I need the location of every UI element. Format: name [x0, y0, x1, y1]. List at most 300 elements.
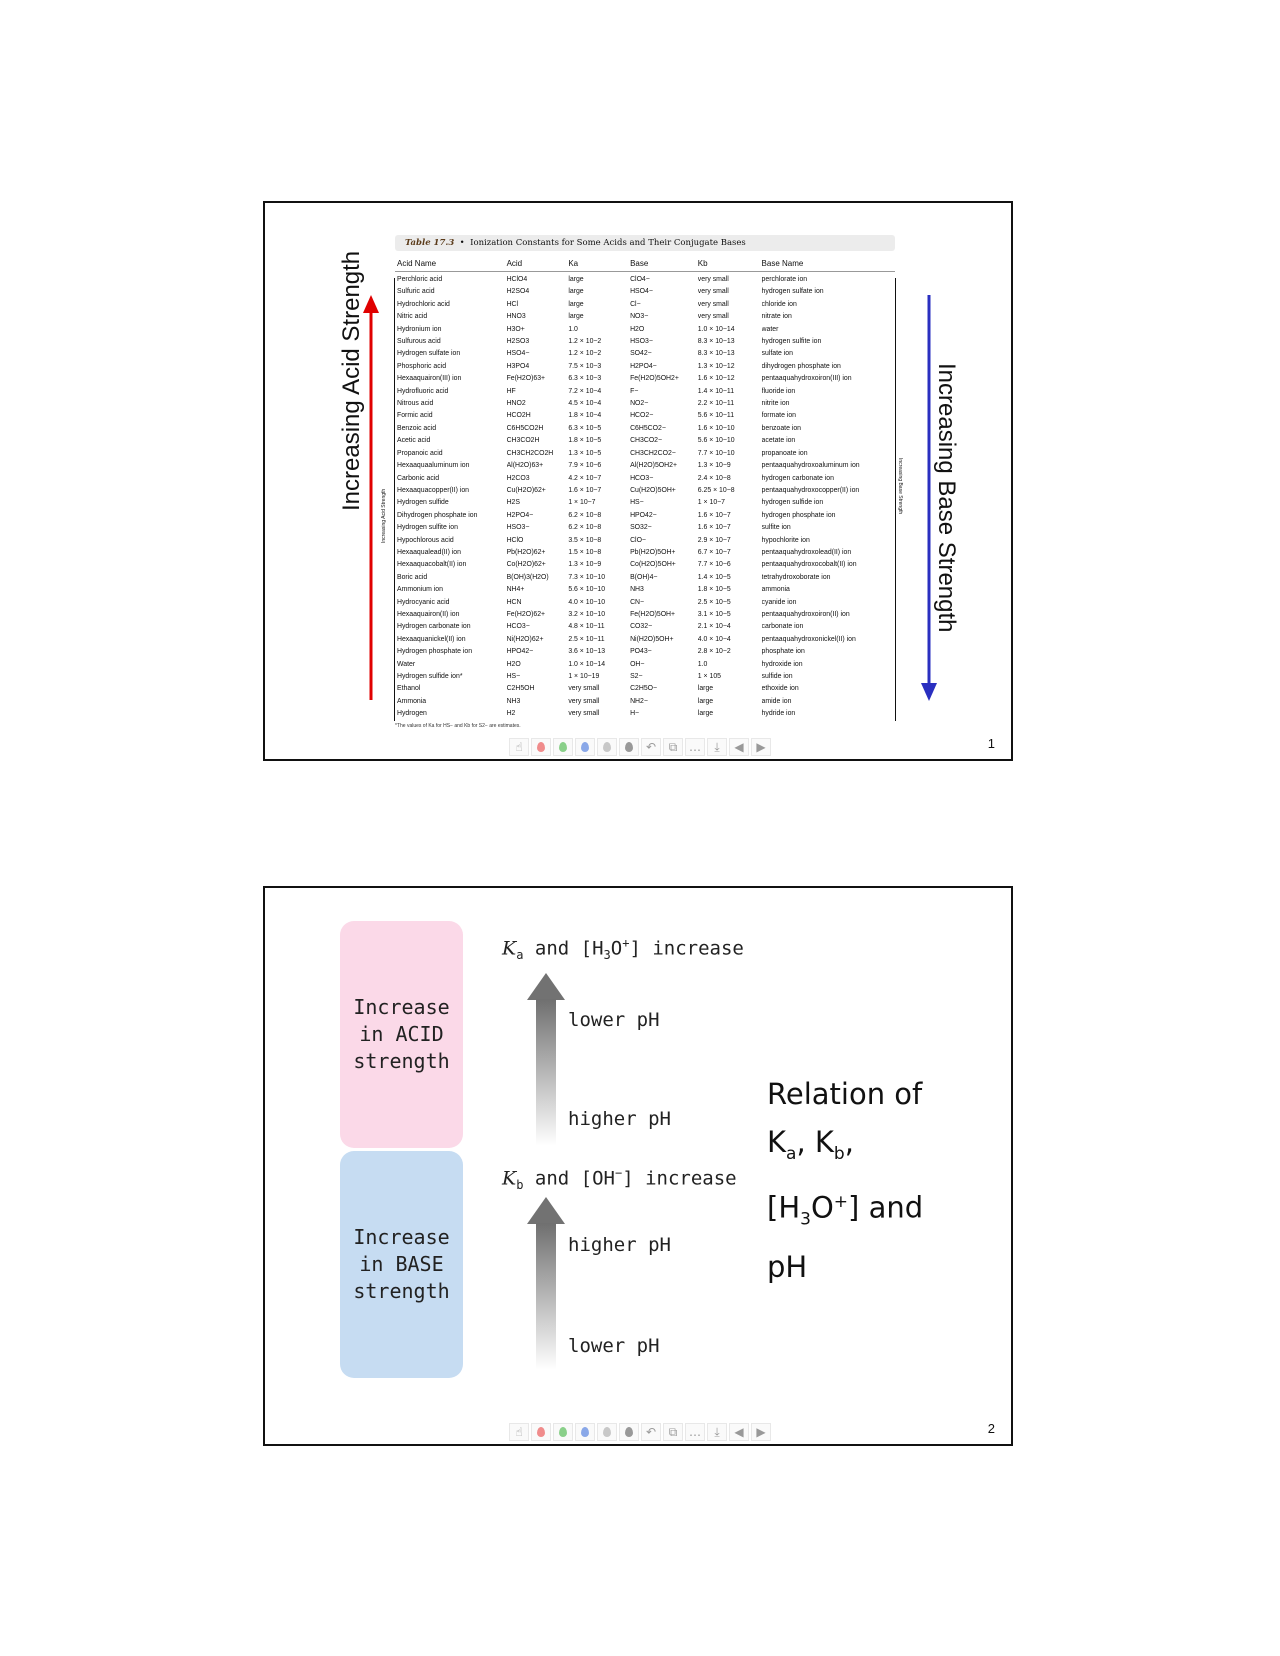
table-row	[395, 274, 895, 286]
table-cell: 1.0	[568, 325, 578, 333]
table-cell: Ammonia	[397, 697, 427, 705]
table-cell: Ni(H2O)5OH+	[630, 635, 674, 643]
table-cell: C6H5CO2−	[630, 424, 666, 432]
table-row	[395, 299, 895, 311]
ionization-constants-table	[395, 235, 895, 729]
table-row	[395, 423, 895, 435]
table-cell: benzoate ion	[761, 424, 802, 432]
table-cell: hydrogen sulfate ion	[761, 288, 824, 296]
table-cell: H2	[506, 710, 516, 718]
table-cell: Pb(H2O)62+	[506, 548, 546, 556]
base-arrow-head	[921, 683, 937, 701]
table-cell: HCO2−	[630, 412, 654, 420]
table-cell: Water	[397, 660, 416, 668]
table-cell: HSO4−	[630, 288, 653, 296]
table-cell: H3O+	[506, 325, 525, 333]
header-base-name: Base Name	[761, 259, 804, 268]
table-cell: 2.4 × 10−8	[697, 474, 731, 482]
table-cell: Formic acid	[397, 412, 433, 420]
table-title: Table 17.3 • Ionization Constants for Some Acids and Their Conjugate Bases	[395, 235, 895, 251]
table-cell: Co(H2O)5OH+	[630, 561, 676, 569]
table-cell: 1.6 × 10−10	[697, 424, 735, 432]
table-cell: 5.6 × 10−11	[697, 412, 735, 420]
table-cell: Hexaaquairon(II) ion	[397, 610, 460, 618]
red-pen-icon[interactable]	[531, 738, 551, 756]
table-cell: 4.2 × 10−7	[568, 474, 602, 482]
table-cell: 1.0	[697, 660, 708, 668]
table-cell: very small	[568, 697, 600, 705]
table-cell: Hydrochloric acid	[397, 300, 450, 308]
table-cell: 1.6 × 10−7	[697, 524, 731, 532]
table-cell: pentaaquahydroxoaluminum ion	[761, 462, 860, 470]
table-cell: Hydrogen carbonate ion	[397, 623, 471, 631]
table-row	[395, 460, 895, 472]
table-cell: Sulfurous acid	[397, 338, 441, 346]
relation-line-4: pH	[767, 1250, 808, 1285]
table-cell: HPO42−	[506, 648, 534, 656]
table-cell: fluoride ion	[761, 387, 796, 395]
table-cell: HSO3−	[630, 338, 653, 346]
table-row	[395, 510, 895, 522]
table-cell: NH3	[630, 586, 644, 594]
table-cell: Ethanol	[397, 685, 421, 693]
table-cell: Hydrocyanic acid	[397, 598, 450, 606]
acid-panel-label: Increase in ACID strength	[353, 995, 450, 1073]
table-cell: carbonate ion	[761, 623, 804, 631]
table-cell: HCN	[506, 598, 522, 606]
table-cell: 8.3 × 10−13	[697, 350, 735, 358]
table-row	[395, 535, 895, 547]
gray-pen-icon[interactable]	[597, 738, 617, 756]
table-row	[395, 572, 895, 584]
windows-icon[interactable]: ⧉	[663, 1423, 683, 1441]
table-cell: HCO2H	[506, 412, 531, 420]
table-cell: Sulfuric acid	[397, 288, 435, 296]
table-row	[395, 448, 895, 460]
next-icon[interactable]: ▶	[751, 1423, 771, 1441]
table-row	[395, 361, 895, 373]
table-cell: H2SO4	[506, 288, 530, 296]
slide-number: 2	[987, 1421, 995, 1436]
table-cell: 1.6 × 10−7	[697, 511, 731, 519]
table-cell: Hydrogen sulfite ion	[397, 524, 458, 532]
table-row	[395, 547, 895, 559]
table-cell: Hydrogen sulfate ion	[397, 350, 461, 358]
table-cell: HSO4−	[506, 350, 530, 358]
slide-toolbar-1	[509, 737, 771, 757]
table-cell: 1.3 × 10−12	[697, 362, 735, 370]
more-icon[interactable]: …	[685, 738, 705, 756]
table-cell: Nitrous acid	[397, 400, 434, 408]
more-icon[interactable]: …	[685, 1423, 705, 1441]
acid-higher-ph-label: higher pH	[568, 1108, 671, 1130]
pointer-tool-icon[interactable]: ☝	[509, 738, 529, 756]
table-cell: 7.2 × 10−4	[568, 387, 602, 395]
table-cell: Al(H2O)63+	[506, 462, 544, 470]
table-cell: NO3−	[630, 313, 649, 321]
header-acid: Acid	[506, 259, 523, 268]
table-row	[395, 386, 895, 398]
table-cell: H2O	[630, 325, 645, 333]
pointer-tool-icon[interactable]: ☝	[509, 1423, 529, 1441]
table-cell: 1.8 × 10−5	[697, 586, 731, 594]
header-acid-name: Acid Name	[397, 259, 437, 268]
table-cell: 2.2 × 10−11	[697, 400, 735, 408]
table-cell: HS−	[506, 673, 521, 680]
acid-gradient-arrow-head	[527, 973, 565, 1000]
table-cell: HCl	[506, 300, 519, 308]
table-cell: large	[697, 710, 714, 718]
table-cell: SO32−	[630, 524, 652, 532]
table-cell: hypochlorite ion	[761, 536, 810, 544]
download-icon[interactable]: ⤓	[707, 1423, 727, 1441]
table-cell: 7.3 × 10−10	[568, 573, 606, 581]
table-cell: CO32−	[630, 623, 653, 631]
table-cell: Hydrogen sulfide ion*	[397, 673, 463, 680]
slide-2	[263, 886, 1013, 1446]
table-cell: 1.4 × 10−11	[697, 387, 735, 395]
table-row	[395, 435, 895, 447]
table-cell: 2.5 × 10−11	[568, 635, 605, 643]
table-cell: Phosphoric acid	[397, 362, 447, 370]
green-pen-icon[interactable]	[553, 1423, 573, 1441]
table-cell: propanoate ion	[761, 449, 808, 457]
table-cell: large	[697, 685, 714, 693]
table-cell: very small	[568, 685, 600, 693]
table-cell: nitrite ion	[761, 400, 790, 408]
table-cell: 7.5 × 10−3	[568, 362, 602, 370]
table-row	[395, 708, 895, 720]
table-cell: HPO42−	[630, 511, 657, 519]
table-cell: Ammonium ion	[397, 586, 443, 594]
table-cell: 2.8 × 10−2	[697, 648, 731, 656]
relation-heading	[767, 1070, 967, 1291]
increasing-acid-strength-label: Increasing Acid Strength	[338, 250, 365, 511]
table-cell: Cl−	[630, 300, 641, 308]
table-cell: 1 × 10−19	[568, 673, 600, 680]
table-cell: 4.0 × 10−4	[697, 635, 731, 643]
table-cell: hydride ion	[761, 710, 796, 718]
table-body	[395, 274, 895, 721]
table-cell: Dihydrogen phosphate ion	[397, 511, 478, 519]
undo-icon[interactable]: ↶	[641, 1423, 661, 1441]
table-cell: PO43−	[630, 648, 652, 656]
table-cell: H2PO4−	[506, 511, 534, 519]
table-cell: chloride ion	[761, 300, 797, 308]
black-pen-icon[interactable]	[619, 738, 639, 756]
table-cell: 3.5 × 10−8	[568, 536, 602, 544]
ka-increase-label: $K_a$ and $[H_3O^+]$ increase	[502, 936, 744, 963]
slide-toolbar-2	[509, 1422, 771, 1442]
relation-line-2: $K_a$, $K_b$,	[767, 1125, 854, 1164]
table-cell: 4.0 × 10−10	[568, 598, 606, 606]
table-cell: B(OH)3(H2O)	[506, 573, 549, 581]
header-kb: Kb	[697, 259, 708, 268]
table-cell: CH3CH2CO2−	[630, 449, 676, 457]
table-cell: 2.5 × 10−5	[697, 598, 731, 606]
table-cell: Hydronium ion	[397, 325, 442, 333]
slide-number: 1	[987, 736, 995, 751]
table-cell: 7.7 × 10−10	[697, 449, 735, 457]
table-cell: NO2−	[630, 400, 649, 408]
table-row	[395, 597, 895, 609]
table-base-axis-label: Increasing Base Strength	[897, 458, 903, 515]
table-cell: hydroxide ion	[761, 660, 803, 668]
green-pen-icon[interactable]	[553, 738, 573, 756]
table-cell: phosphate ion	[761, 648, 805, 656]
undo-icon[interactable]: ↶	[641, 738, 661, 756]
table-cell: H2S	[506, 499, 520, 507]
table-row	[395, 646, 895, 658]
table-cell: 1.3 × 10−9	[697, 462, 731, 470]
table-cell: nitrate ion	[761, 313, 792, 321]
table-cell: 4.8 × 10−11	[568, 623, 605, 631]
table-cell: Hydrogen phosphate ion	[397, 648, 473, 656]
table-cell: Co(H2O)62+	[506, 561, 546, 569]
table-cell: Al(H2O)5OH2+	[630, 462, 677, 470]
table-cell: Carbonic acid	[397, 474, 440, 482]
blue-pen-icon[interactable]	[575, 738, 595, 756]
table-cell: 1 × 10−7	[568, 499, 596, 507]
table-cell: 1.8 × 10−4	[568, 412, 602, 420]
table-cell: 1.6 × 10−12	[697, 375, 735, 383]
table-row	[395, 584, 895, 596]
table-cell: H3PO4	[506, 362, 530, 370]
table-cell: 6.3 × 10−3	[568, 375, 602, 383]
table-cell: hydrogen sulfite ion	[761, 338, 822, 346]
table-base-axis	[895, 278, 896, 721]
table-cell: large	[568, 288, 584, 296]
table-cell: Hexaaqualead(II) ion	[397, 548, 461, 556]
table-cell: sulfide ion	[761, 673, 793, 680]
table-row	[395, 559, 895, 571]
table-cell: HClO4	[506, 276, 528, 283]
table-cell: tetrahydroxoborate ion	[761, 573, 831, 581]
table-cell: 1.2 × 10−2	[568, 350, 602, 358]
table-row	[395, 473, 895, 485]
table-acid-axis-label: Increasing Acid Strength	[381, 488, 387, 543]
table-cell: 1.8 × 10−5	[568, 437, 602, 445]
table-cell: 1.5 × 10−8	[568, 548, 602, 556]
previous-icon[interactable]: ◀	[729, 738, 749, 756]
table-cell: Cu(H2O)5OH+	[630, 486, 676, 494]
table-cell: water	[761, 325, 779, 333]
header-base: Base	[630, 259, 649, 268]
table-cell: ClO4−	[630, 276, 650, 283]
table-cell: H2O	[506, 660, 521, 668]
acid-lower-ph-label: lower pH	[568, 1009, 660, 1031]
table-cell: large	[568, 300, 584, 308]
table-cell: C2H5OH	[506, 685, 535, 693]
table-cell: hydrogen phosphate ion	[761, 511, 836, 519]
table-cell: 8.3 × 10−13	[697, 338, 735, 346]
table-cell: 6.2 × 10−8	[568, 511, 602, 519]
table-row	[395, 373, 895, 385]
table-cell: pentaaquahydroxolead(II) ion	[761, 548, 852, 556]
table-cell: HS−	[630, 499, 644, 507]
windows-icon[interactable]: ⧉	[663, 738, 683, 756]
table-cell: 7.9 × 10−6	[568, 462, 602, 470]
table-cell: pentaaquahydroxoiron(III) ion	[761, 375, 852, 383]
table-row	[395, 621, 895, 633]
table-cell: Fe(H2O)62+	[506, 610, 546, 618]
table-row	[395, 659, 895, 671]
table-cell: CH3CO2H	[506, 437, 540, 445]
table-cell: Hydrogen sulfide	[397, 499, 449, 507]
table-footnote: *The values of Ka for HS− and Kb for S2− are estimates.	[395, 722, 521, 729]
table-cell: 3.2 × 10−10	[568, 610, 606, 618]
table-cell: hydrogen sulfide ion	[761, 499, 824, 507]
table-cell: HSO3−	[506, 524, 530, 532]
table-cell: C6H5CO2H	[506, 424, 544, 432]
table-cell: very small	[697, 288, 729, 296]
black-pen-icon[interactable]	[619, 1423, 639, 1441]
slide-1	[263, 201, 1013, 761]
table-cell: large	[697, 697, 714, 705]
table-cell: ethoxide ion	[761, 685, 799, 693]
table-row	[395, 348, 895, 360]
base-lower-ph-label: lower pH	[568, 1335, 660, 1357]
table-cell: HClO	[506, 536, 524, 544]
table-cell: 1.3 × 10−5	[568, 449, 602, 457]
table-row	[395, 609, 895, 621]
table-row	[395, 410, 895, 422]
table-cell: pentaaquahydroxocopper(II) ion	[761, 486, 860, 494]
table-cell: Hydrogen	[397, 710, 427, 718]
table-cell: 1.3 × 10−9	[568, 561, 602, 569]
kb-increase-label: $K_b$ and [OH−] increase	[502, 1166, 737, 1193]
table-cell: Ni(H2O)62+	[506, 635, 544, 643]
table-row	[395, 683, 895, 695]
table-cell: formate ion	[761, 412, 797, 420]
table-cell: H2SO3	[506, 338, 530, 346]
table-cell: Propanoic acid	[397, 449, 443, 457]
table-cell: Fe(H2O)5OH+	[630, 610, 676, 618]
table-cell: OH−	[630, 660, 645, 668]
table-cell: 6.7 × 10−7	[697, 548, 731, 556]
table-cell: 6.25 × 10−8	[697, 486, 735, 494]
table-cell: CN−	[630, 598, 645, 606]
table-row	[395, 522, 895, 534]
table-cell: Cu(H2O)62+	[506, 486, 546, 494]
table-cell: Perchloric acid	[397, 276, 443, 283]
table-cell: ammonia	[761, 586, 790, 594]
table-row	[395, 286, 895, 298]
table-number: Table 17.3	[405, 238, 455, 248]
table-row	[395, 634, 895, 646]
table-row	[395, 497, 895, 509]
table-cell: HNO3	[506, 313, 526, 321]
table-cell: sulfite ion	[761, 524, 791, 532]
relation-line-3: $[H_3O^+]$ and	[767, 1190, 924, 1230]
table-row	[395, 696, 895, 708]
table-cell: 7.7 × 10−6	[697, 561, 731, 569]
table-cell: 1.0 × 10−14	[568, 660, 606, 668]
table-cell: amide ion	[761, 697, 792, 705]
table-cell: 1 × 10−7	[697, 499, 726, 507]
table-cell: Hydrofluoric acid	[397, 387, 449, 395]
table-cell: H2CO3	[506, 474, 530, 482]
table-cell: CH3CH2CO2H	[506, 449, 554, 457]
table-cell: 5.6 × 10−10	[697, 437, 735, 445]
base-gradient-arrow-shaft	[536, 1223, 556, 1370]
base-gradient-arrow-head	[527, 1197, 565, 1224]
table-cell: 1 × 105	[697, 673, 721, 680]
table-cell: 2.1 × 10−4	[697, 623, 731, 631]
table-cell: large	[568, 276, 584, 283]
table-cell: 6.3 × 10−5	[568, 424, 602, 432]
table-cell: Fe(H2O)63+	[506, 375, 546, 383]
table-row	[395, 485, 895, 497]
table-cell: 1.4 × 10−5	[697, 573, 731, 581]
blue-pen-icon[interactable]	[575, 1423, 595, 1441]
table-cell: perchlorate ion	[761, 276, 808, 283]
table-cell: 1.0 × 10−14	[697, 325, 735, 333]
table-cell: NH3	[506, 697, 521, 705]
table-cell: pentaaquahydroxocobalt(II) ion	[761, 561, 857, 569]
table-cell: Hexaaquacopper(II) ion	[397, 486, 470, 494]
table-cell: large	[568, 313, 584, 321]
table-cell: CH3CO2−	[630, 437, 663, 445]
table-row	[395, 311, 895, 323]
table-cell: 1.6 × 10−7	[568, 486, 602, 494]
table-cell: S2−	[630, 673, 643, 680]
table-cell: F−	[630, 387, 639, 395]
base-higher-ph-label: higher pH	[568, 1234, 671, 1256]
table-caption: Ionization Constants for Some Acids and Their Conjugate Bases	[470, 238, 746, 248]
table-cell: H2PO4−	[630, 362, 657, 370]
relation-line-1: Relation of	[767, 1077, 923, 1111]
previous-icon[interactable]: ◀	[729, 1423, 749, 1441]
gray-pen-icon[interactable]	[597, 1423, 617, 1441]
table-cell: 3.6 × 10−13	[568, 648, 606, 656]
table-cell: 3.1 × 10−5	[697, 610, 731, 618]
table-cell: dihydrogen phosphate ion	[761, 362, 841, 370]
table-cell: Acetic acid	[397, 437, 431, 445]
table-cell: pentaaquahydroxoiron(II) ion	[761, 610, 850, 618]
table-cell: C2H5O−	[630, 685, 658, 693]
base-panel-label: Increase in BASE strength	[353, 1225, 450, 1303]
table-cell: pentaaquahydroxonickel(II) ion	[761, 635, 856, 643]
download-icon[interactable]: ⤓	[707, 738, 727, 756]
header-ka: Ka	[568, 259, 579, 268]
table-cell: acetate ion	[761, 437, 796, 445]
table-cell: very small	[568, 710, 600, 718]
table-cell: HCO3−	[506, 623, 530, 631]
table-cell: HCO3−	[630, 474, 654, 482]
table-cell: NH4+	[506, 586, 525, 594]
table-cell: SO42−	[630, 350, 652, 358]
table-cell: Hexaaquacobalt(II) ion	[397, 561, 467, 569]
table-cell: very small	[697, 313, 729, 321]
table-cell: Fe(H2O)5OH2+	[630, 375, 679, 383]
table-row	[395, 336, 895, 348]
table-cell: H−	[630, 710, 640, 718]
table-cell: Nitric acid	[397, 313, 428, 321]
table-cell: ClO−	[630, 536, 646, 544]
table-cell: 4.5 × 10−4	[568, 400, 602, 408]
table-row	[395, 398, 895, 410]
table-cell: Boric acid	[397, 573, 428, 581]
table-cell: very small	[697, 300, 729, 308]
table-cell: Hexaaquaaluminum ion	[397, 462, 470, 470]
table-cell: very small	[697, 276, 729, 283]
next-icon[interactable]: ▶	[751, 738, 771, 756]
table-cell: Benzoic acid	[397, 424, 437, 432]
red-pen-icon[interactable]	[531, 1423, 551, 1441]
table-cell: HNO2	[506, 400, 526, 408]
acid-gradient-arrow-shaft	[536, 999, 556, 1146]
